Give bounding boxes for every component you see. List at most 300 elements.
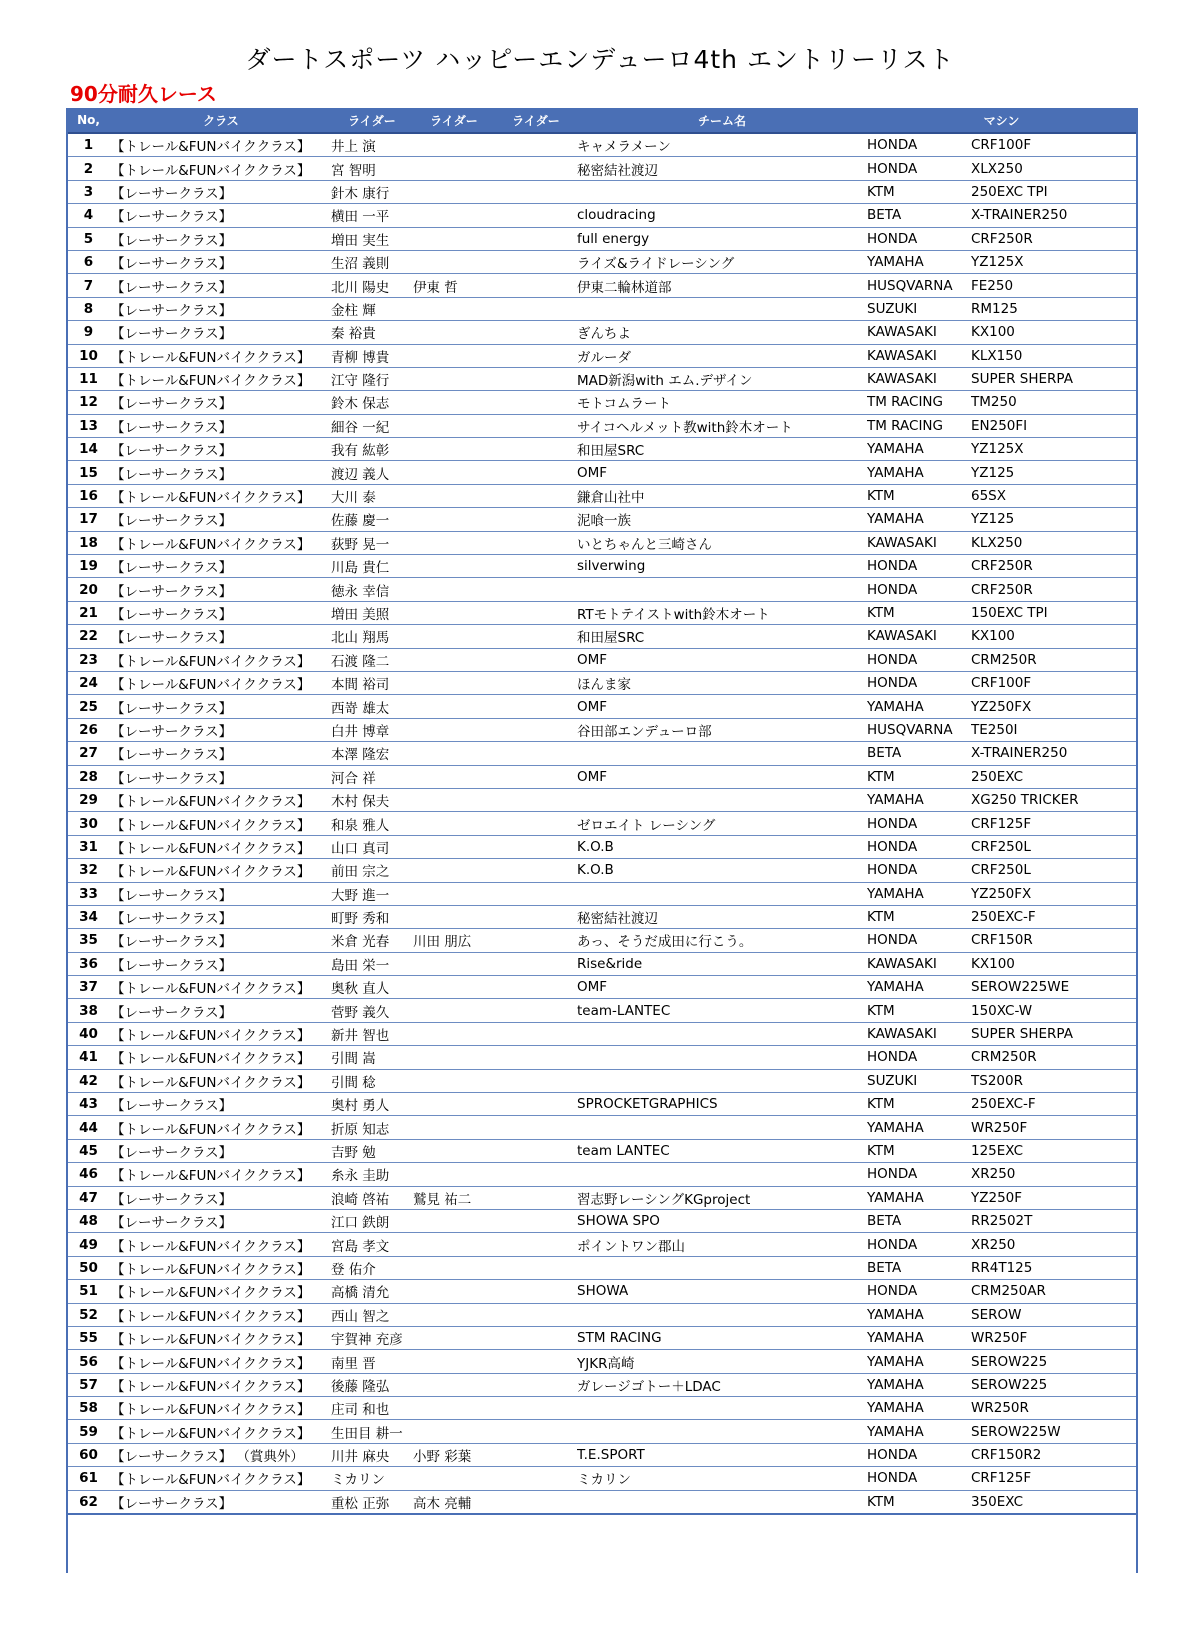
entry-rider-1: 宮 智明 [331,157,413,180]
table-row [66,133,1136,157]
entry-team [577,788,867,811]
entry-rider-1: 大野 進一 [331,882,413,905]
entry-class: 【レーサークラス】 [111,882,331,905]
entry-rider-1: 島田 栄一 [331,952,413,975]
entry-rider-2 [413,1350,495,1373]
entry-rider-3 [495,1467,577,1490]
entry-maker: SUZUKI [867,1069,971,1092]
entry-class: 【トレール&FUNバイククラス】 [111,344,331,367]
entry-number: 45 [66,1139,111,1162]
table-row [66,321,1136,344]
entry-rider-2 [413,1373,495,1396]
entry-rider-2 [413,1420,495,1443]
table-row [66,1116,1136,1139]
entry-rider-2: 川田 朋広 [413,929,495,952]
entry-model: CRF125F [971,1467,1136,1490]
entry-rider-1: 高橋 清允 [331,1280,413,1303]
entry-model: 150EXC TPI [971,601,1136,624]
entry-rider-3 [495,1116,577,1139]
table-row [66,484,1136,507]
entry-table-body [66,133,1136,1514]
entry-class: 【トレール&FUNバイククラス】 [111,1350,331,1373]
entry-maker: HUSQVARNA [867,718,971,741]
entry-maker: YAMAHA [867,1373,971,1396]
entry-number: 29 [66,788,111,811]
entry-number: 40 [66,1022,111,1045]
table-row [66,648,1136,671]
entry-model: RR4T125 [971,1256,1136,1279]
entry-rider-2 [413,1280,495,1303]
entry-team: OMF [577,695,867,718]
entry-model: CRF100F [971,671,1136,694]
entry-rider-1: 川井 麻央 [331,1443,413,1466]
entry-team: モトコムラート [577,391,867,414]
entry-rider-3 [495,531,577,554]
table-row [66,180,1136,203]
entry-rider-3 [495,133,577,157]
entry-class: 【トレール&FUNバイククラス】 [111,484,331,507]
entry-class: 【レーサークラス】 [111,227,331,250]
entry-class: 【レーサークラス】 [111,297,331,320]
entry-team: 谷田部エンデューロ部 [577,718,867,741]
entry-rider-3 [495,157,577,180]
entry-rider-1: 荻野 晃一 [331,531,413,554]
entry-rider-2 [413,952,495,975]
entry-maker: YAMAHA [867,1303,971,1326]
table-row [66,788,1136,811]
entry-number: 55 [66,1326,111,1349]
entry-rider-3 [495,1256,577,1279]
entry-rider-3 [495,625,577,648]
entry-team: いとちゃんと三崎さん [577,531,867,554]
entry-rider-2 [413,648,495,671]
entry-maker: HONDA [867,835,971,858]
table-row [66,882,1136,905]
entry-rider-3 [495,204,577,227]
table-row [66,1443,1136,1466]
entry-maker: YAMAHA [867,695,971,718]
entry-team: OMF [577,976,867,999]
entry-model: CRF150R [971,929,1136,952]
entry-maker: HONDA [867,555,971,578]
entry-maker: YAMAHA [867,438,971,461]
header-rider-2: ライダー [413,108,495,133]
table-row [66,157,1136,180]
entry-rider-1: 吉野 勉 [331,1139,413,1162]
entry-team: ガレージゴトー＋LDAC [577,1373,867,1396]
entry-rider-2 [413,1326,495,1349]
entry-number: 51 [66,1280,111,1303]
table-row [66,765,1136,788]
entry-maker: HONDA [867,1163,971,1186]
entry-class: 【トレール&FUNバイククラス】 [111,788,331,811]
entry-number: 9 [66,321,111,344]
entry-maker: KTM [867,601,971,624]
entry-class: 【トレール&FUNバイククラス】 [111,1046,331,1069]
entry-maker: HONDA [867,1046,971,1069]
entry-team: YJKR高崎 [577,1350,867,1373]
entry-number: 35 [66,929,111,952]
entry-class: 【トレール&FUNバイククラス】 [111,1303,331,1326]
entry-class: 【レーサークラス】 [111,391,331,414]
entry-maker: YAMAHA [867,882,971,905]
entry-rider-3 [495,1186,577,1209]
entry-team: 伊東二輪林道部 [577,274,867,297]
entry-maker: KTM [867,180,971,203]
table-row [66,1397,1136,1420]
entry-number: 44 [66,1116,111,1139]
entry-number: 14 [66,438,111,461]
entry-maker: YAMAHA [867,1397,971,1420]
entry-number: 43 [66,1093,111,1116]
table-row [66,1069,1136,1092]
entry-team: 和田屋SRC [577,438,867,461]
entry-rider-3 [495,788,577,811]
entry-rider-3 [495,859,577,882]
entry-team [577,578,867,601]
entry-team [577,1116,867,1139]
entry-class: 【レーサークラス】 [111,204,331,227]
entry-rider-1: 南里 晋 [331,1350,413,1373]
entry-rider-2 [413,1116,495,1139]
entry-rider-2 [413,180,495,203]
entry-class: 【レーサークラス】 [111,1139,331,1162]
entry-rider-2 [413,555,495,578]
entry-team [577,742,867,765]
entry-maker: HONDA [867,1443,971,1466]
entry-maker: BETA [867,1209,971,1232]
entry-class: 【レーサークラス】 [111,601,331,624]
entry-rider-2 [413,484,495,507]
entry-maker: SUZUKI [867,297,971,320]
entry-team: RTモトテイストwith鈴木オート [577,601,867,624]
entry-rider-1: 新井 智也 [331,1022,413,1045]
table-row [66,204,1136,227]
entry-class: 【レーサークラス】 [111,929,331,952]
entry-team: SHOWA [577,1280,867,1303]
entry-maker: KTM [867,484,971,507]
entry-rider-2 [413,835,495,858]
entry-rider-1: 我有 紘彰 [331,438,413,461]
entry-rider-3 [495,999,577,1022]
entry-team: 泥喰一族 [577,508,867,531]
entry-team: SPROCKETGRAPHICS [577,1093,867,1116]
entry-rider-2 [413,718,495,741]
entry-rider-2 [413,438,495,461]
entry-maker: KAWASAKI [867,531,971,554]
entry-rider-2 [413,1093,495,1116]
entry-class: 【レーサークラス】 [111,952,331,975]
entry-model: CRF250L [971,835,1136,858]
entry-team: team LANTEC [577,1139,867,1162]
entry-rider-1: 細谷 一紀 [331,414,413,437]
entry-rider-1: 増田 美照 [331,601,413,624]
entry-maker: KAWASAKI [867,321,971,344]
entry-number: 38 [66,999,111,1022]
entry-model: CRF250R [971,555,1136,578]
entry-rider-2 [413,461,495,484]
table-row [66,274,1136,297]
entry-rider-3 [495,882,577,905]
entry-maker: KAWASAKI [867,625,971,648]
entry-class: 【トレール&FUNバイククラス】 [111,1116,331,1139]
entry-number: 33 [66,882,111,905]
entry-number: 52 [66,1303,111,1326]
entry-maker: KTM [867,1490,971,1514]
entry-rider-3 [495,1420,577,1443]
table-row [66,625,1136,648]
entry-maker: HONDA [867,578,971,601]
entry-class: 【レーサークラス】 [111,321,331,344]
entry-rider-1: 山口 真司 [331,835,413,858]
entry-number: 16 [66,484,111,507]
entry-team: OMF [577,461,867,484]
entry-rider-1: 前田 宗之 [331,859,413,882]
entry-team [577,1046,867,1069]
entry-rider-1: 浪崎 啓祐 [331,1186,413,1209]
entry-rider-3 [495,952,577,975]
entry-model: SUPER SHERPA [971,367,1136,390]
entry-team: ほんま家 [577,671,867,694]
entry-number: 32 [66,859,111,882]
entry-maker: KAWASAKI [867,1022,971,1045]
entry-model: 350EXC [971,1490,1136,1514]
entry-model: 250EXC [971,765,1136,788]
table-row [66,1373,1136,1396]
entry-rider-3 [495,1373,577,1396]
entry-model: 250EXC TPI [971,180,1136,203]
entry-team [577,1256,867,1279]
entry-team: あっ、そうだ成田に行こう。 [577,929,867,952]
entry-class: 【トレール&FUNバイククラス】 [111,157,331,180]
table-row [66,531,1136,554]
entry-team [577,1490,867,1514]
table-row [66,391,1136,414]
entry-rider-2 [413,1397,495,1420]
entry-rider-1: 西嵜 雄太 [331,695,413,718]
entry-model: CRF125F [971,812,1136,835]
entry-model: SEROW225 [971,1350,1136,1373]
entry-maker: YAMAHA [867,1116,971,1139]
entry-number: 7 [66,274,111,297]
entry-model: KX100 [971,952,1136,975]
entry-class: 【トレール&FUNバイククラス】 [111,1022,331,1045]
entry-class: 【トレール&FUNバイククラス】 [111,1069,331,1092]
entry-rider-1: 徳永 幸信 [331,578,413,601]
table-row [66,1280,1136,1303]
entry-model: CRF100F [971,133,1136,157]
entry-number: 27 [66,742,111,765]
entry-team: team-LANTEC [577,999,867,1022]
entry-class: 【トレール&FUNバイククラス】 [111,1467,331,1490]
entry-maker: HONDA [867,812,971,835]
entry-model: YZ125X [971,250,1136,273]
entry-rider-3 [495,695,577,718]
entry-model: SEROW225 [971,1373,1136,1396]
entry-model: 65SX [971,484,1136,507]
entry-rider-3 [495,438,577,461]
entry-class: 【トレール&FUNバイククラス】 [111,812,331,835]
entry-number: 26 [66,718,111,741]
entry-rider-2: 伊東 哲 [413,274,495,297]
entry-number: 21 [66,601,111,624]
entry-rider-1: 引間 嵩 [331,1046,413,1069]
entry-rider-2 [413,788,495,811]
entry-rider-1: 後藤 隆弘 [331,1373,413,1396]
table-row [66,952,1136,975]
entry-number: 23 [66,648,111,671]
entry-rider-2 [413,367,495,390]
entry-class: 【レーサークラス】 [111,274,331,297]
entry-rider-2 [413,601,495,624]
entry-model: XLX250 [971,157,1136,180]
entry-number: 6 [66,250,111,273]
entry-number: 47 [66,1186,111,1209]
entry-model: CRF250R [971,578,1136,601]
entry-rider-3 [495,297,577,320]
entry-maker: KAWASAKI [867,344,971,367]
entry-rider-2 [413,391,495,414]
entry-rider-1: 西山 智之 [331,1303,413,1326]
table-row [66,1046,1136,1069]
entry-model: 250EXC-F [971,905,1136,928]
entry-team: ポイントワン郡山 [577,1233,867,1256]
entry-rider-1: 米倉 光春 [331,929,413,952]
entry-class: 【レーサークラス】 [111,1490,331,1514]
entry-number: 50 [66,1256,111,1279]
entry-class: 【レーサークラス】 [111,905,331,928]
entry-number: 3 [66,180,111,203]
entry-number: 30 [66,812,111,835]
table-row [66,297,1136,320]
header-no: No, [66,108,111,133]
entry-rider-1: 横田 一平 [331,204,413,227]
entry-team [577,1303,867,1326]
entry-rider-1: 金柱 輝 [331,297,413,320]
entry-rider-3 [495,1490,577,1514]
entry-maker: KTM [867,999,971,1022]
table-row [66,1186,1136,1209]
entry-rider-1: 増田 実生 [331,227,413,250]
entry-model: SEROW225W [971,1420,1136,1443]
entry-rider-1: 川島 貴仁 [331,555,413,578]
entry-rider-1: 井上 演 [331,133,413,157]
entry-model: KLX250 [971,531,1136,554]
entry-model: SEROW [971,1303,1136,1326]
entry-rider-1: 和泉 雅人 [331,812,413,835]
entry-maker: YAMAHA [867,1350,971,1373]
header-machine: マシン [867,108,1136,133]
entry-class: 【トレール&FUNバイククラス】 [111,1373,331,1396]
entry-model: EN250FI [971,414,1136,437]
entry-rider-2 [413,1467,495,1490]
entry-team: STM RACING [577,1326,867,1349]
table-row [66,555,1136,578]
entry-maker: KAWASAKI [867,367,971,390]
entry-maker: YAMAHA [867,1326,971,1349]
table-row [66,1209,1136,1232]
entry-rider-2 [413,297,495,320]
entry-maker: HONDA [867,671,971,694]
entry-model: YZ250FX [971,695,1136,718]
entry-maker: HONDA [867,1233,971,1256]
entry-team [577,882,867,905]
entry-class: 【トレール&FUNバイククラス】 [111,1280,331,1303]
entry-maker: KTM [867,905,971,928]
header-rider-3: ライダー [495,108,577,133]
entry-team: silverwing [577,555,867,578]
entry-rider-3 [495,1397,577,1420]
entry-number: 31 [66,835,111,858]
entry-rider-3 [495,1069,577,1092]
entry-number: 57 [66,1373,111,1396]
entry-class: 【レーサークラス】 [111,508,331,531]
entry-rider-2 [413,1209,495,1232]
entry-rider-2 [413,204,495,227]
entry-rider-3 [495,905,577,928]
table-row [66,999,1136,1022]
entry-rider-3 [495,601,577,624]
entry-rider-1: 秦 裕貴 [331,321,413,344]
entry-class: 【レーサークラス】 [111,765,331,788]
entry-number: 19 [66,555,111,578]
entry-rider-3 [495,742,577,765]
entry-rider-3 [495,1139,577,1162]
entry-rider-3 [495,321,577,344]
entry-number: 2 [66,157,111,180]
header-rider-1: ライダー [331,108,413,133]
entry-model: X-TRAINER250 [971,742,1136,765]
entry-model: 250EXC-F [971,1093,1136,1116]
entry-team: K.O.B [577,859,867,882]
entry-class: 【レーサークラス】 [111,1186,331,1209]
entry-rider-1: 白井 博章 [331,718,413,741]
entry-rider-3 [495,1280,577,1303]
entry-model: WR250R [971,1397,1136,1420]
entry-class: 【レーサークラス】 [111,999,331,1022]
entry-rider-1: 本澤 隆宏 [331,742,413,765]
entry-maker: KAWASAKI [867,952,971,975]
entry-maker: HONDA [867,929,971,952]
entry-rider-2 [413,578,495,601]
entry-rider-3 [495,1209,577,1232]
entry-model: CRF150R2 [971,1443,1136,1466]
entry-rider-3 [495,1303,577,1326]
entry-rider-2 [413,1022,495,1045]
entry-rider-2 [413,1139,495,1162]
entry-rider-3 [495,976,577,999]
entry-model: RR2502T [971,1209,1136,1232]
entry-number: 18 [66,531,111,554]
entry-rider-1: 石渡 隆二 [331,648,413,671]
table-header-row [66,108,1136,133]
entry-rider-2: 高木 亮輔 [413,1490,495,1514]
entry-model: RM125 [971,297,1136,320]
entry-number: 61 [66,1467,111,1490]
entry-maker: YAMAHA [867,1420,971,1443]
entry-model: 125EXC [971,1139,1136,1162]
table-row [66,1420,1136,1443]
entry-team: cloudracing [577,204,867,227]
entry-team: 秘密結社渡辺 [577,905,867,928]
entry-team [577,1069,867,1092]
entry-rider-1: 重松 正弥 [331,1490,413,1514]
entry-rider-3 [495,671,577,694]
entry-rider-1: 北川 陽史 [331,274,413,297]
table-row [66,250,1136,273]
entry-model: CRM250R [971,648,1136,671]
entry-model: FE250 [971,274,1136,297]
